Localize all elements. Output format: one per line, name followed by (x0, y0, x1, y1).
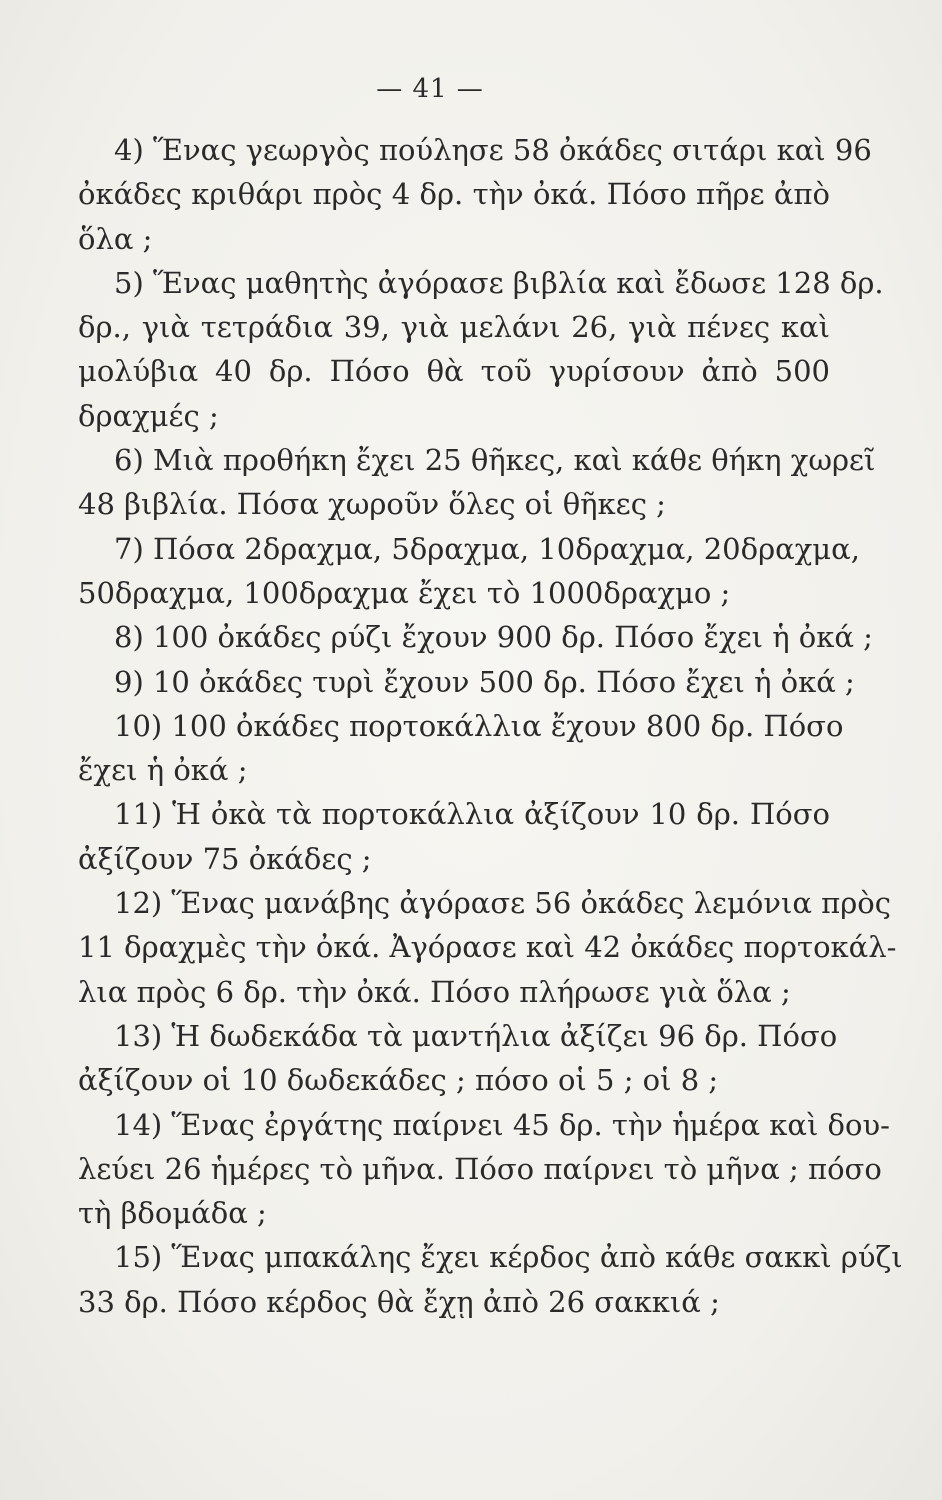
text-line: 33 δρ. Πόσο κέρδος θὰ ἔχῃ ἀπὸ 26 σακκιά ; (78, 1284, 720, 1319)
text-line: ἔχει ἡ ὀκά ; (78, 753, 248, 788)
problem-13 (78, 1014, 838, 1103)
text-line: ἀξίζουν οἱ 10 δωδεκάδες ; πόσο οἱ 5 ; οἱ 8 ; (78, 1063, 719, 1098)
text-line: 12) Ἕνας μανάβης ἀγόρασε 56 ὀκάδες λεμόνια πρὸς (114, 886, 891, 921)
text-line: 7) Πόσα 2δραχμα, 5δραχμα, 10δραχμα, 20δραχμα, (114, 531, 860, 566)
text-line: ἀξίζουν 75 ὀκάδες ; (78, 841, 372, 876)
problem-7 (78, 527, 860, 616)
problem-10 (78, 704, 844, 793)
problem-6 (78, 438, 876, 527)
problems-text (78, 128, 903, 1324)
text-line: δρ., γιὰ τετράδια 39, γιὰ μελάνι 26, γιὰ πένες καὶ (78, 310, 830, 345)
problem-14 (78, 1103, 890, 1236)
text-line: 11 δραχμὲς τὴν ὀκά. Ἀγόρασε καὶ 42 ὀκάδες πορτοκάλ- (78, 930, 897, 965)
text-line: 11) Ἡ ὀκὰ τὰ πορτοκάλλια ἀξίζουν 10 δρ. Πόσο (114, 797, 830, 832)
text-line: λεύει 26 ἡμέρες τὸ μῆνα. Πόσο παίρνει τὸ μῆνα ; πόσο (78, 1151, 882, 1186)
text-line: ὀκάδες κριθάρι πρὸς 4 δρ. τὴν ὀκά. Πόσο πῆρε ἀπὸ (78, 177, 830, 212)
text-line: 9) 10 ὀκάδες τυρὶ ἔχουν 500 δρ. Πόσο ἔχει ἡ ὀκά ; (114, 664, 855, 699)
problem-15 (78, 1235, 903, 1324)
text-line: 50δραχμα, 100δραχμα ἔχει τὸ 1000δραχμο ; (78, 575, 731, 610)
text-line: 13) Ἡ δωδεκάδα τὰ μαντήλια ἀξίζει 96 δρ. Πόσο (114, 1018, 838, 1053)
problem-5 (78, 261, 884, 438)
text-line: λια πρὸς 6 δρ. τὴν ὀκά. Πόσο πλήρωσε γιὰ ὅλα ; (78, 974, 791, 1009)
text-line: 14) Ἕνας ἐργάτης παίρνει 45 δρ. τὴν ἡμέρα καὶ δου- (114, 1107, 890, 1142)
text-line: 10) 100 ὀκάδες πορτοκάλλια ἔχουν 800 δρ. Πόσο (114, 708, 844, 743)
text-line: 6) Μιὰ προθήκη ἔχει 25 θῆκες, καὶ κάθε θήκη χωρεῖ (114, 443, 876, 478)
text-line: 8) 100 ὀκάδες ρύζι ἔχουν 900 δρ. Πόσο ἔχει ἡ ὀκά ; (114, 620, 873, 655)
page-number: — 41 — (376, 74, 484, 104)
problem-11 (78, 792, 830, 881)
problem-8 (78, 615, 873, 659)
text-line: 4) Ἕνας γεωργὸς πούλησε 58 ὀκάδες σιτάρι καὶ 96 (114, 133, 872, 167)
text-line: 5) Ἕνας μαθητὴς ἀγόρασε βιβλία καὶ ἔδωσε 128 δρ. (114, 265, 884, 300)
text-line: 15) Ἕνας μπακάλης ἔχει κέρδος ἀπὸ κάθε σακκὶ ρύζι (114, 1240, 903, 1275)
text-line: ὅλα ; (78, 221, 153, 256)
problem-9 (78, 660, 855, 704)
text-line: 48 βιβλία. Πόσα χωροῦν ὅλες οἱ θῆκες ; (78, 487, 666, 522)
problem-12 (78, 881, 897, 1014)
text-line: μολύβια 40 δρ. Πόσο θὰ τοῦ γυρίσουν ἀπὸ 500 (78, 354, 830, 389)
text-line: δραχμές ; (78, 398, 219, 433)
text-line: τὴ βδομάδα ; (78, 1196, 267, 1231)
problem-4 (78, 128, 872, 261)
